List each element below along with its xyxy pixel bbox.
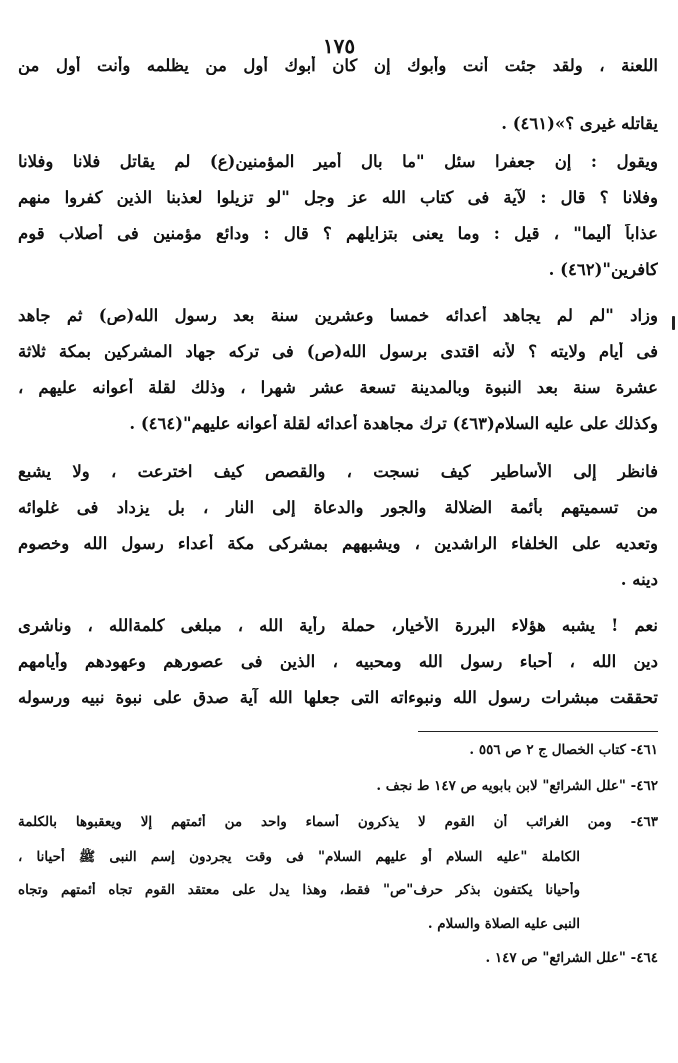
body-line: اللعنة ، ولقد جئت أنت وأبوك إن كان أبوك أول من يظلمه وأنت أول من xyxy=(18,56,658,75)
body-line: يقاتله غيرى ؟»(٤٦١) . xyxy=(501,114,658,133)
footnote-continuation: وأحيانا يكتفون بذكر حرف"ص" فقط، وهذا يدل على معتقد القوم تجاه أئمتهم وتجاه xyxy=(18,882,580,898)
footnote-continuation: الكاملة "عليه السلام أو عليهم السلام" فى وقت يجردون إسم النبى ﷺ أحيانا ، xyxy=(18,849,580,865)
footnote-continuation: النبى عليه الصلاة والسلام . xyxy=(427,916,580,932)
footnote-item: ٤٦٣- ومن الغرائب أن القوم لا يذكرون أسماء واحد من أئمتهم إلا ويعقبوها بالكلمة xyxy=(18,814,658,830)
body-line: فانظر إلى الأساطير كيف نسجت ، والقصص كيف اخترعت ، ولا يشبع xyxy=(18,462,658,481)
footnote-item: ٤٦٤- "علل الشرائع" ص ١٤٧ . xyxy=(485,950,658,966)
body-line: تحققت مبشرات رسول الله ونبوءاته التى جعلها الله آية صدق على نبوة نبيه ورسوله xyxy=(18,688,658,707)
body-line: دينه . xyxy=(620,570,658,589)
body-line: وفلانا ؟ قال : لآية فى كتاب الله عز وجل "لو تزيلوا لعذبنا الذين كفروا منهم xyxy=(18,188,658,207)
body-line: وزاد "لم لم يجاهد أعدائه خمسا وعشرين سنة بعد رسول الله(ص) ثم جاهد xyxy=(18,306,658,325)
body-line: كافرين"(٤٦٢) . xyxy=(548,260,658,279)
body-line: ويقول : إن جعفرا سئل "ما بال أمير المؤمنين(ع) لم يقاتل فلانا وفلانا xyxy=(18,152,658,171)
body-line: عذاباً أليما" ، قيل : وما يعنى بتزايلهم ؟ قال : ودائع مؤمنين فى أصلاب قوم xyxy=(18,224,658,243)
body-line: وكذلك على عليه السلام(٤٦٣) ترك مجاهدة أعدائه لقلة أعوانه عليهم"(٤٦٤) . xyxy=(129,414,658,433)
page-number: ١٧٥ xyxy=(322,34,356,58)
body-line: عشرة سنة بعد النبوة وبالمدينة تسعة عشر شهرا ، وذلك لقلة أعوانه عليهم ، xyxy=(18,378,658,397)
footnote-item: ٤٦١- كتاب الخصال ج ٢ ص ٥٥٦ . xyxy=(469,742,658,758)
body-line: وتعديه على الخلفاء الراشدين ، ويشبههم بمشركى مكة أعداء رسول الله وخصوم xyxy=(18,534,658,553)
body-line: فى أيام ولايته ؟ لأنه اقتدى برسول الله(ص) فى تركه جهاد المشركين بمكة ثلاثة xyxy=(18,342,658,361)
body-line: دين الله ، أحباء رسول الله ومحبيه ، الذين فى عصورهم وعهودهم وأيامهم xyxy=(18,652,658,671)
footnote-divider xyxy=(418,731,658,732)
body-line: نعم ! يشبه هؤلاء البررة الأخيار، حملة رأية الله ، مبلغى كلمةالله ، وناشرى xyxy=(18,616,658,635)
footnote-item: ٤٦٢- "علل الشرائع" لابن بابويه ص ١٤٧ ط نجف . xyxy=(376,778,658,794)
body-line: من تسميتهم بأئمة الضلالة والجور والدعاة إلى النار ، بل يزداد فى غلوائه xyxy=(18,498,658,517)
margin-mark xyxy=(672,316,675,330)
